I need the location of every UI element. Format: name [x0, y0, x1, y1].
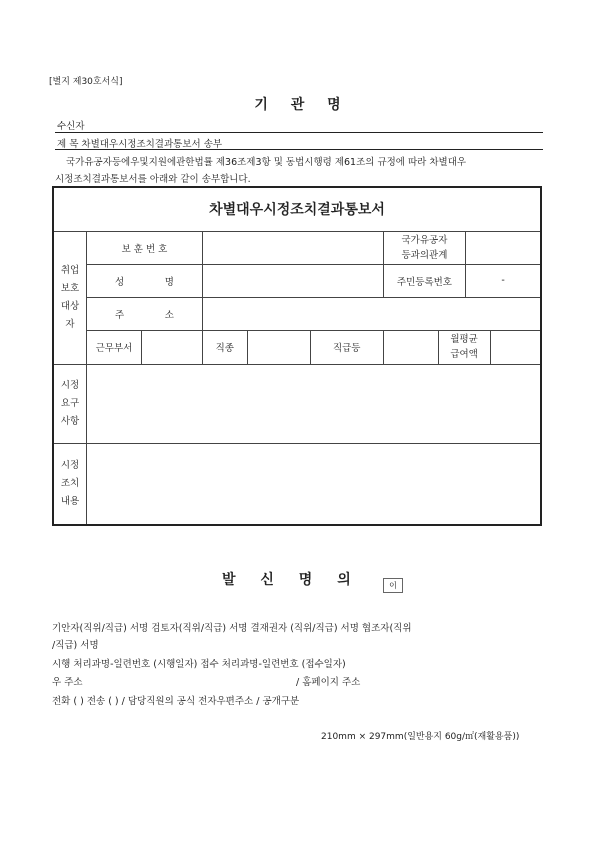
address-label: 주 소: [87, 297, 203, 330]
section-target-label: 취업 보호 대상 자: [53, 231, 87, 364]
sender-title: 발 신 명 의: [222, 572, 351, 588]
job-value[interactable]: [247, 330, 310, 364]
footer-line-3: 시행 처리과명-일련번호 (시행일자) 접수 처리과명-일련번호 (접수일자): [52, 659, 346, 670]
salary-label: 월평균 급여액: [438, 330, 490, 364]
footer-line-4b: / 홈페이지 주소: [296, 677, 361, 688]
request-content[interactable]: [87, 364, 541, 443]
agency-title: 기 관 명: [254, 97, 341, 113]
intro-line-1: 국가유공자등에우및지원에관한법률 제36조제3항 및 동법시행령 제61조의 규정에 따라 차별대우: [66, 157, 467, 168]
footer-line-5: 전화 ( ) 전송 ( ) / 담당직원의 공식 전자우편주소 / 공개구분: [52, 696, 300, 707]
section-action-label: 시정 조치 내용: [53, 443, 87, 525]
relation-label: 국가유공자 등과의관계: [383, 231, 465, 264]
seal-box: 이: [383, 578, 403, 593]
salary-value[interactable]: [490, 330, 541, 364]
job-label: 직종: [202, 330, 247, 364]
address-value[interactable]: [202, 297, 541, 330]
divider-subject: [55, 149, 543, 150]
resident-no-value[interactable]: -: [466, 264, 541, 297]
recipient-label: 수신자: [57, 121, 85, 132]
paper-size-note: 210mm × 297mm(일반용지 60g/㎡(재활용품)): [321, 732, 520, 742]
footer-line-2: /직급) 서명: [52, 640, 99, 651]
form-number: [별지 제30호서식]: [49, 77, 123, 87]
grade-label: 직급등: [310, 330, 383, 364]
relation-value[interactable]: [466, 231, 541, 264]
section-request-label: 시정 요구 사항: [53, 364, 87, 443]
dept-label: 근무부서: [87, 330, 142, 364]
notice-form-table: [52, 186, 542, 526]
form-title: 차별대우시정조치결과통보서: [53, 187, 541, 231]
reg-no-label: 보 훈 번 호: [87, 231, 203, 264]
resident-no-label: 주민등록번호: [383, 264, 465, 297]
divider-top: [55, 132, 543, 133]
subject-line: 제 목 차별대우시정조치결과통보서 송부: [57, 139, 223, 150]
dept-value[interactable]: [141, 330, 202, 364]
reg-no-value[interactable]: [202, 231, 383, 264]
intro-line-2: 시정조치결과통보서를 아래와 같이 송부합니다.: [55, 174, 251, 185]
name-label: 성 명: [87, 264, 203, 297]
footer-line-1: 기안자(직위/직급) 서명 검토자(직위/직급) 서명 결재권자 (직위/직급) 서명 협조자(직위: [52, 623, 412, 634]
grade-value[interactable]: [383, 330, 438, 364]
name-value[interactable]: [202, 264, 383, 297]
footer-line-4a: 우 주소: [52, 677, 83, 688]
action-content[interactable]: [87, 443, 541, 525]
